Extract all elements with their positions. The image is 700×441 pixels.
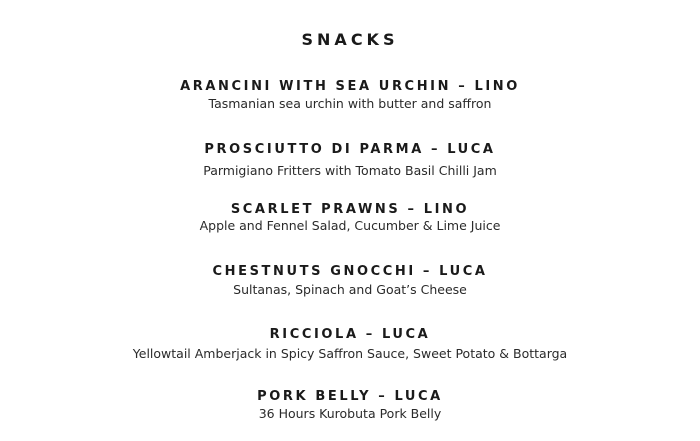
menu-item-name: SCARLET PRAWNS – LINO: [230, 202, 470, 217]
menu-item: [0, 326, 700, 362]
menu-item-name: RICCIOLA – LUCA: [269, 327, 431, 342]
menu-item: [0, 78, 700, 112]
menu-item: [0, 141, 700, 179]
menu-item-description: 36 Hours Kurobuta Pork Belly: [258, 406, 442, 421]
menu-item-description: Parmigiano Fritters with Tomato Basil Chilli Jam: [203, 163, 497, 178]
menu-item-name: PROSCIUTTO DI PARMA – LUCA: [204, 142, 496, 157]
menu-item-name: ARANCINI WITH SEA URCHIN – LINO: [180, 79, 520, 94]
menu-item-description: Apple and Fennel Salad, Cucumber & Lime Juice: [199, 218, 501, 233]
menu-item: [0, 201, 700, 234]
menu-item-description: Tasmanian sea urchin with butter and saffron: [208, 96, 492, 111]
menu-item-description: Yellowtail Amberjack in Spicy Saffron Sauce, Sweet Potato & Bottarga: [132, 346, 568, 361]
section-title: SNACKS: [301, 30, 399, 49]
menu-item: [0, 388, 700, 422]
menu-item-description: Sultanas, Spinach and Goat’s Cheese: [233, 282, 467, 297]
menu-item: [0, 263, 700, 298]
menu-item-name: PORK BELLY – LUCA: [257, 389, 443, 404]
menu-item-name: CHESTNUTS GNOCCHI – LUCA: [212, 264, 488, 279]
